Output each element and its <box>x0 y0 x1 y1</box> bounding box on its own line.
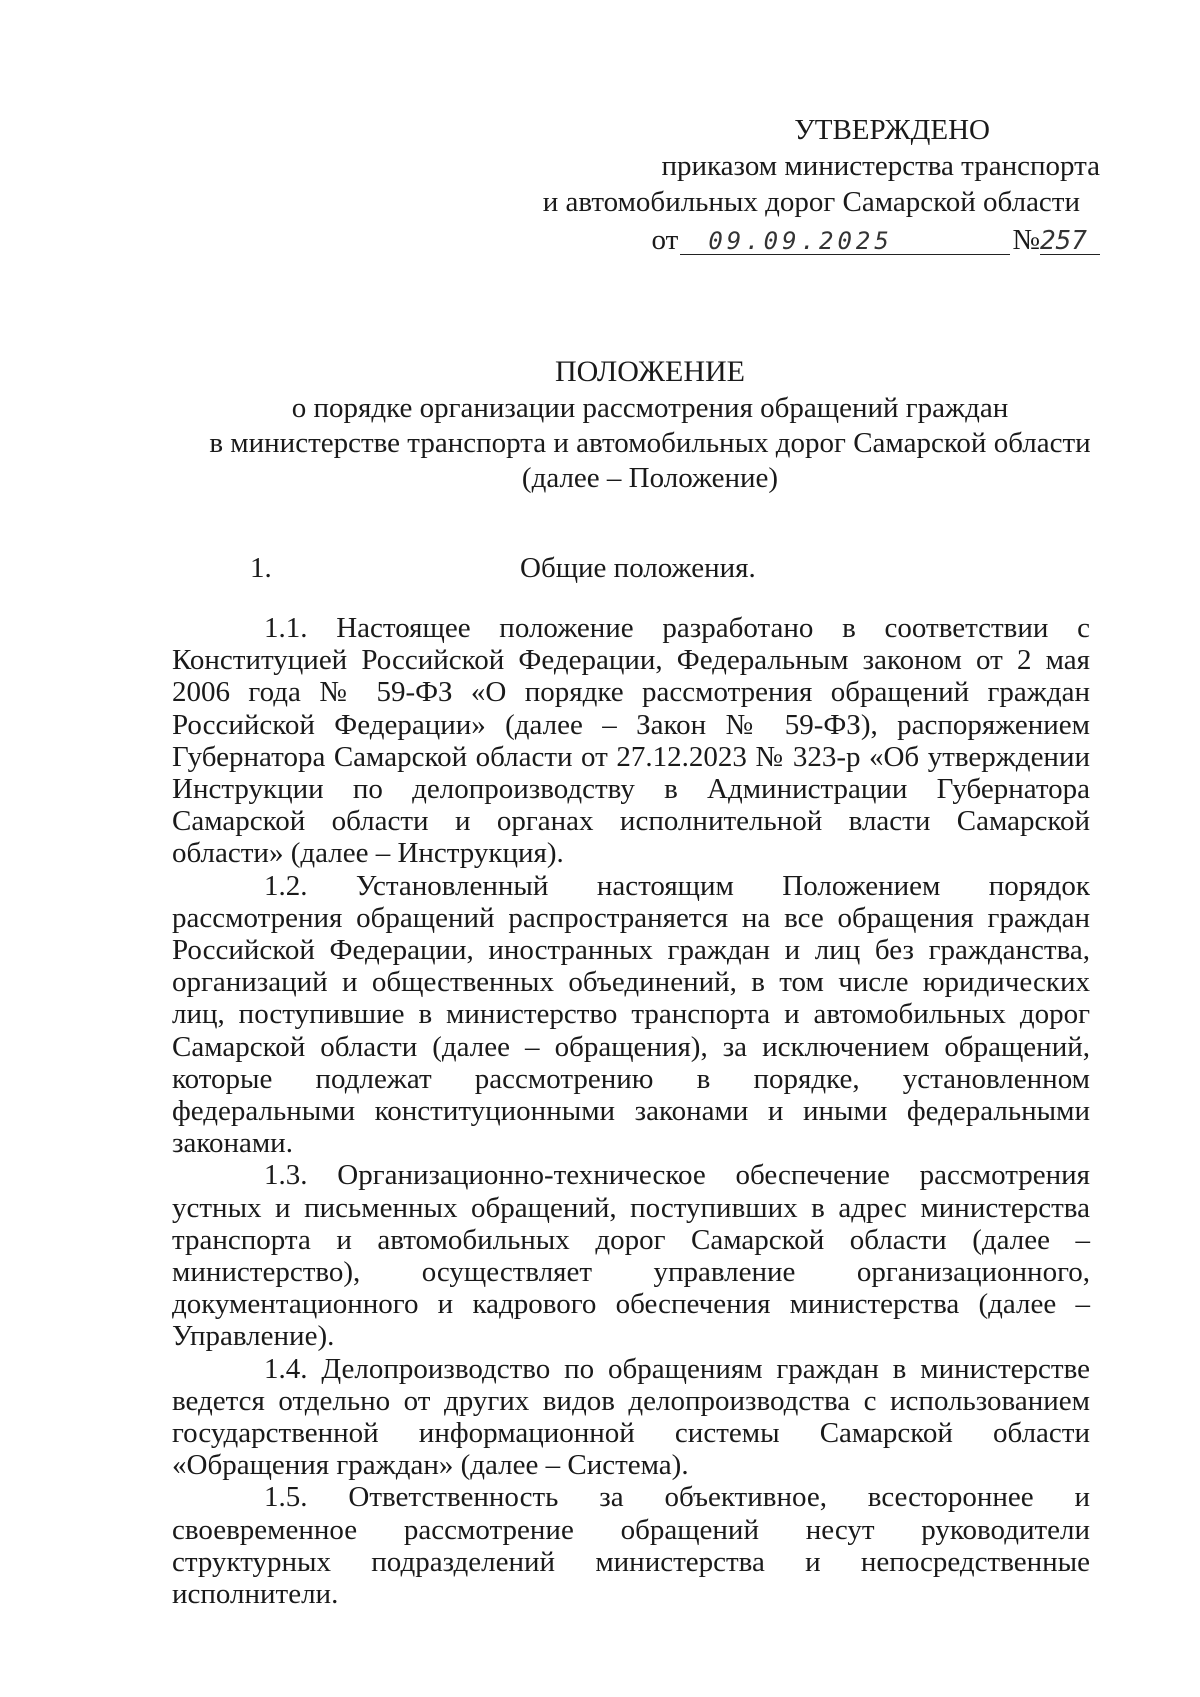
number-label: № <box>1012 224 1040 256</box>
document-subtitle-1: о порядке организации рассмотрения обращений граждан <box>291 392 1009 424</box>
document-subtitle-2: в министерстве транспорта и автомобильных дорог Самарской области <box>209 427 1091 459</box>
document-title-block <box>150 354 1150 496</box>
approval-block <box>540 112 1100 258</box>
handwritten-number: 257 <box>1040 228 1100 255</box>
document-body <box>172 612 1090 1610</box>
section-title: Общие положения. <box>520 552 756 584</box>
paragraph-1-2: 1.2. Установленный настоящим Положением порядок рассмотрения обращений распространяется на все обращения граждан Российской Федерации, иностранных граждан и лиц без гражданства, организаций и общественных объединений, в том числе юридических лиц, поступившие в министерство транспорта и автомобильных дорог Самарской области (далее – обращения), за исключением обращений, которые подлежат рассмотрению в порядке, установленном федеральными конституционными законами и иными федеральными законами. <box>172 869 1090 1160</box>
paragraph-1-1: 1.1. Настоящее положение разработано в соответствии с Конституцией Российской Федерации, Федеральным законом от 2 мая 2006 года № 59-ФЗ «О порядке рассмотрения обращений граждан Российской Федерации» (далее – Закон № 59-ФЗ), распоряжением Губернатора Самарской области от 27.12.2023 № 323-р «Об утверждении Инструкции по делопроизводству в Администрации Губернатора Самарской области и органах исполнительной власти Самарской области» (далее – Инструкция). <box>172 612 1090 870</box>
approval-title: УТВЕРЖДЕНО <box>794 114 990 146</box>
handwritten-date: 09.09.2025 <box>680 228 1010 255</box>
document-name: ПОЛОЖЕНИЕ <box>555 355 745 388</box>
approval-date-number-line <box>540 222 1100 258</box>
paragraph-1-5: 1.5. Ответственность за объективное, всестороннее и своевременное рассмотрение обращений несут руководители структурных подразделений министерства и непосредственные исполнители. <box>172 1481 1090 1611</box>
document-subtitle-3: (далее – Положение) <box>521 462 779 494</box>
paragraph-1-4: 1.4. Делопроизводство по обращениям граждан в министерстве ведется отдельно от других видов делопроизводства с использованием государственной информационной системы Самарской области «Обращения граждан» (далее – Система). <box>172 1352 1090 1482</box>
section-number: 1. <box>250 552 272 584</box>
date-label: от <box>651 224 679 256</box>
approval-line-1: приказом министерства транспорта <box>661 150 1100 182</box>
approval-line-2: и автомобильных дорог Самарской области <box>542 186 1080 218</box>
paragraph-1-3: 1.3. Организационно-техническое обеспечение рассмотрения устных и письменных обращений, поступивших в адрес министерства транспорта и автомобильных дорог Самарской области (далее – министерство), осуществляет управление организационного, документационного и кадрового обеспечения министерства (далее – Управление). <box>172 1159 1090 1353</box>
